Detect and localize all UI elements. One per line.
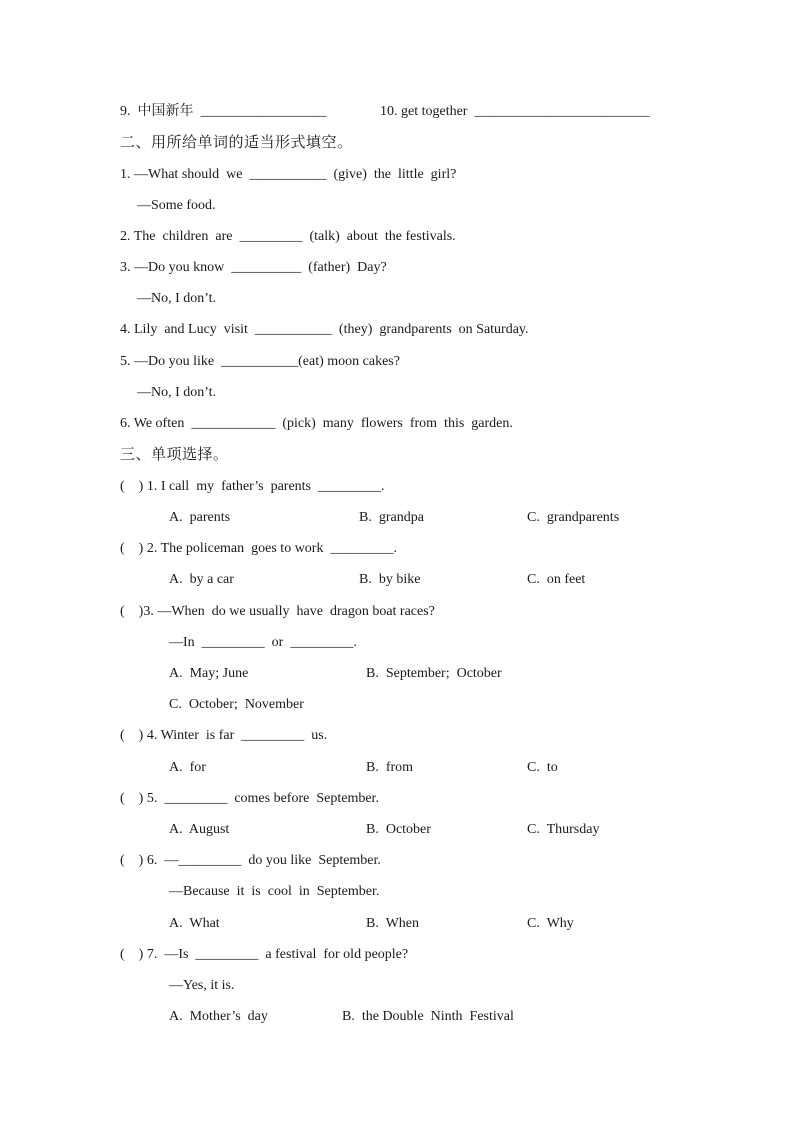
s3-q5-stem: ( ) 5. _________ comes before September. — [120, 791, 379, 806]
s3-q3-option-b: B. September; October — [366, 666, 502, 681]
s2-q1-answer: —Some food. — [137, 198, 216, 213]
s2-q4: 4. Lily and Lucy visit ___________ (they) grandparents on Saturday. — [120, 322, 529, 337]
s3-q3-option-a: A. May; June — [169, 666, 249, 681]
s3-q7-sub: —Yes, it is. — [169, 978, 235, 993]
s3-q2-option-c: C. on feet — [527, 572, 586, 587]
question-10-line: 10. get together _________________________ — [380, 104, 650, 119]
s3-q4-stem: ( ) 4. Winter is far _________ us. — [120, 728, 328, 743]
s2-q5: 5. —Do you like ___________(eat) moon cakes? — [120, 354, 400, 369]
s2-q5-answer: —No, I don’t. — [137, 385, 217, 400]
s3-q6-stem: ( ) 6. —_________ do you like September. — [120, 853, 381, 868]
s3-q3-sub: —In _________ or _________. — [169, 635, 357, 650]
s3-q4-option-a: A. for — [169, 760, 206, 775]
s3-q2-option-b: B. by bike — [359, 572, 421, 587]
s3-q4-option-b: B. from — [366, 760, 414, 775]
s2-q3-answer: —No, I don’t. — [137, 291, 217, 306]
s3-q3-stem: ( )3. —When do we usually have dragon boat races? — [120, 604, 435, 619]
s2-q2: 2. The children are _________ (talk) about the festivals. — [120, 229, 456, 244]
s3-q1-option-b: B. grandpa — [359, 510, 424, 525]
s3-q7-stem: ( ) 7. —Is _________ a festival for old people? — [120, 947, 409, 962]
s2-q6: 6. We often ____________ (pick) many flowers from this garden. — [120, 416, 513, 431]
section-3-heading: 三、单项选择。 — [120, 447, 229, 463]
s3-q1-stem: ( ) 1. I call my father’s parents _________. — [120, 479, 385, 494]
s2-q1: 1. —What should we ___________ (give) the little girl? — [120, 167, 457, 182]
section-2-heading: 二、用所给单词的适当形式填空。 — [120, 135, 353, 151]
s3-q5-option-b: B. October — [366, 822, 431, 837]
s3-q1-option-c: C. grandparents — [527, 510, 620, 525]
s3-q6-option-c: C. Why — [527, 916, 574, 931]
s3-q6-option-b: B. When — [366, 916, 420, 931]
s3-q1-option-a: A. parents — [169, 510, 231, 525]
s3-q4-option-c: C. to — [527, 760, 558, 775]
s3-q2-stem: ( ) 2. The policeman goes to work _________. — [120, 541, 397, 556]
s3-q7-option-a: A. Mother’s day — [169, 1009, 268, 1024]
question-9-line: 9. 中国新年 __________________ — [120, 104, 327, 119]
s3-q5-option-a: A. August — [169, 822, 230, 837]
s3-q2-option-a: A. by a car — [169, 572, 234, 587]
s3-q6-sub: —Because it is cool in September. — [169, 884, 380, 899]
s3-q6-option-a: A. What — [169, 916, 220, 931]
s3-q5-option-c: C. Thursday — [527, 822, 600, 837]
s2-q3: 3. —Do you know __________ (father) Day? — [120, 260, 387, 275]
s3-q3-option-c: C. October; November — [169, 697, 304, 712]
s3-q7-option-b: B. the Double Ninth Festival — [342, 1009, 514, 1024]
